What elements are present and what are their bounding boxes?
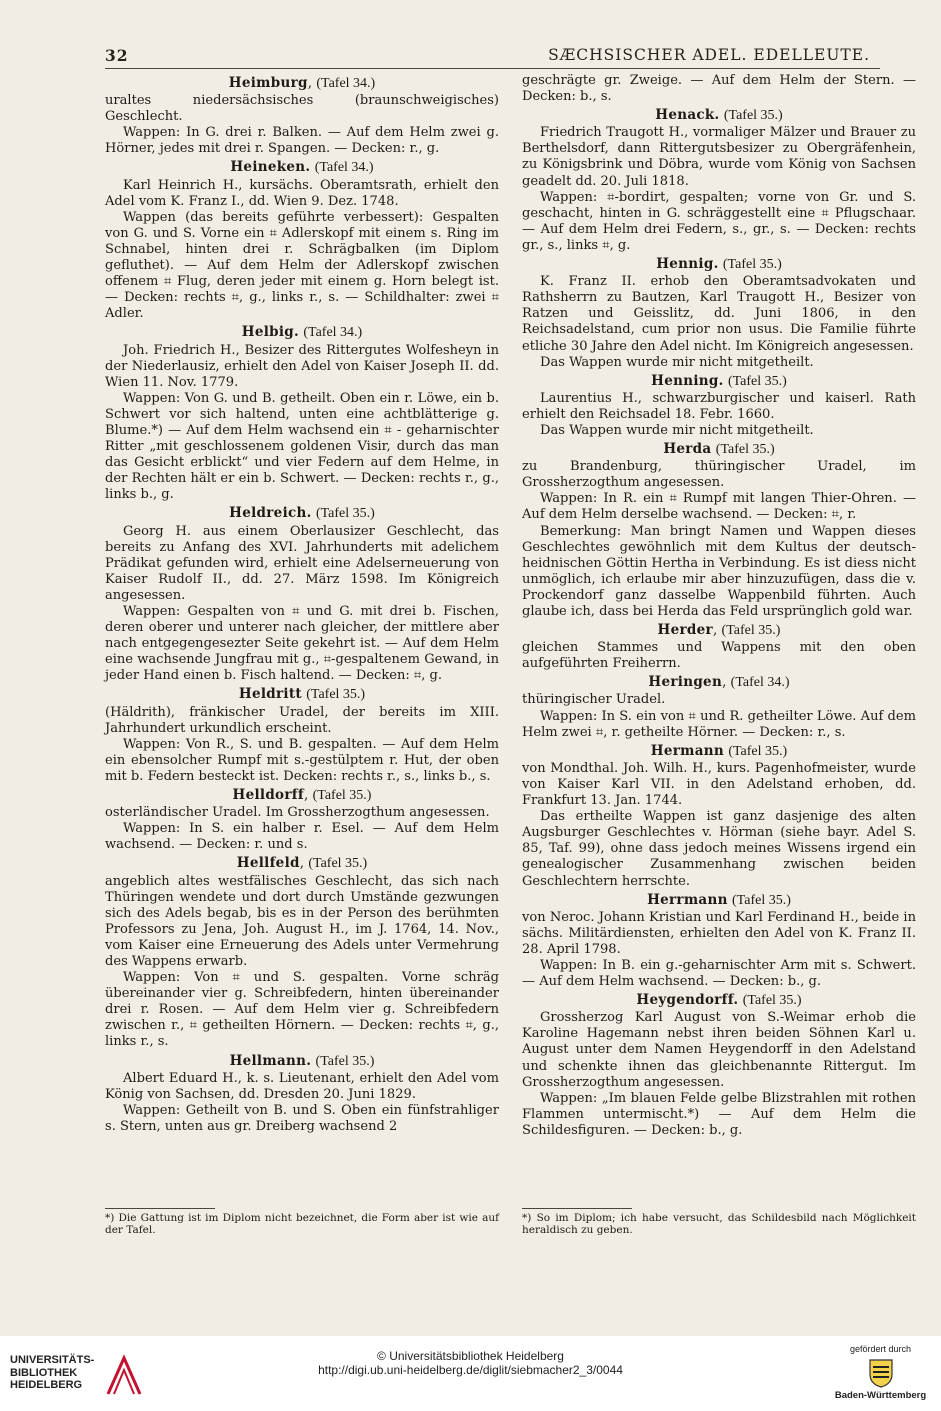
entry-heading xyxy=(105,75,499,92)
family-name: Hermann xyxy=(650,742,725,759)
footer-bar xyxy=(0,1336,941,1411)
entry-paragraph: thüringischer Uradel. xyxy=(522,692,666,708)
entry-heading xyxy=(105,1053,499,1070)
entry-paragraph: gleichen Stammes und Wappens mit den oben aufgeführten Freiherrn. xyxy=(522,640,916,672)
footnote-left: *) Die Gattung ist im Diplom nicht bezeichnet, die Form aber ist wie auf der Tafel. xyxy=(105,1212,499,1236)
left-column xyxy=(105,73,499,1135)
footnote-rule xyxy=(522,1208,632,1209)
entry-heading xyxy=(105,855,499,872)
plate-reference: (Tafel 35.) xyxy=(728,743,788,759)
sponsor-name: Baden-Württemberg xyxy=(834,1390,927,1401)
entry-paragraph: Wappen: „Im blauen Felde gelbe Blizstrahlen mit rothen Flammen untermischt.*) — Auf dem Helm die Schildesfiguren. — Decken: b., g. xyxy=(522,1090,916,1138)
entry-paragraph: von Neroc. Johann Kristian und Karl Ferdinand H., beide in sächs. Militärdiensten, erhielten den Adel von K. Franz II. 28. April 1798. xyxy=(522,909,916,957)
entry-heading xyxy=(105,505,499,522)
entry-paragraph: Das ertheilte Wappen ist ganz dasjenige des alten Augsburger Geschlechtes v. Hörman (siehe bayr. Adel S. 85, Taf. 99), ohne dass jedoch meines Wissens irgend ein genealogischer Zusammenhang zwischen beiden Geschlechtern herrschte. xyxy=(522,809,916,889)
plate-reference: (Tafel 35.) xyxy=(312,788,372,804)
plate-reference: (Tafel 35.) xyxy=(715,442,775,458)
heading-separator: , xyxy=(304,787,313,804)
plate-reference: (Tafel 35.) xyxy=(742,993,802,1009)
credit xyxy=(0,1350,941,1377)
entry-paragraph: Wappen: In S. ein halber r. Esel. — Auf dem Helm wachsend. — Decken: r. und s. xyxy=(105,821,499,853)
source-url[interactable]: http://digi.ub.uni-heidelberg.de/diglit/siebmacher2_3/0044 xyxy=(318,1362,623,1377)
entry-heading xyxy=(522,622,916,639)
plate-reference: (Tafel 35.) xyxy=(723,108,783,124)
entry-paragraph: Wappen: In B. ein g.-geharnischter Arm mit s. Schwert. — Auf dem Helm wachsend. — Decken: b., g. xyxy=(522,957,916,990)
entry-paragraph: Georg H. aus einem Oberlausizer Geschlecht, das bereits zu Anfang des XVI. Jahrhunderts mit adelichem Prädikat gefunden wird, erhielt eine Adelserneuerung von Kaiser Rudolf II., dd. 27. März 1598. Im Königreich angesessen. xyxy=(105,523,499,603)
plate-reference: (Tafel 35.) xyxy=(315,506,375,522)
heading-separator: , xyxy=(712,622,722,639)
family-name: Heygendorff. xyxy=(636,992,739,1009)
logo-line: UNIVERSITÄTS- xyxy=(10,1354,95,1366)
family-name: Helldorff xyxy=(232,787,304,804)
entry-paragraph: Wappen: In G. drei r. Balken. — Auf dem Helm zwei g. Hörner, jedes mit drei r. Spangen. — Decken: r., g. xyxy=(105,125,499,157)
family-name: Heineken. xyxy=(230,159,311,176)
entry-paragraph: Albert Eduard H., k. s. Lieutenant, erhielt den Adel vom König von Sachsen, dd. Dresden 20. Juni 1829. xyxy=(105,1070,499,1102)
footnote-right: *) So im Diplom; ich habe versucht, das Schildesbild nach Möglichkeit heraldisch zu geben. xyxy=(522,1212,916,1236)
entry-paragraph: Wappen: Von R., S. und B. gespalten. — Auf dem Helm ein ebensolcher Rumpf mit s.-gestülptem r. Hut, der oben mit b. Federn besteckt ist. Decken: rechts r., s., links b., s. xyxy=(105,736,499,784)
plate-reference: (Tafel 34.) xyxy=(730,675,790,691)
footnote-rule xyxy=(105,1208,215,1209)
entry-paragraph: von Mondthal. Joh. Wilh. H., kurs. Pagenhofmeister, wurde von Kaiser Karl VII. in den Adelstand erhoben, dd. Frankfurt 13. Jan. 1744. xyxy=(522,760,916,809)
page-number: 32 xyxy=(105,46,129,65)
entry-paragraph: uraltes niedersächsisches (braunschweigisches) Geschlecht. xyxy=(105,93,499,125)
family-name: Hennig. xyxy=(656,256,719,273)
sponsor xyxy=(828,1344,933,1401)
plate-reference: (Tafel 34.) xyxy=(314,160,374,176)
entry-heading xyxy=(522,256,916,273)
entry-heading xyxy=(522,674,916,691)
entry-heading xyxy=(105,324,499,341)
family-name: Heldritt xyxy=(238,686,302,703)
plate-reference: (Tafel 35.) xyxy=(315,1053,375,1069)
entry-paragraph: Karl Heinrich H., kursächs. Oberamtsrath, erhielt den Adel vom K. Franz I., dd. Wien 9. Dez. 1748. xyxy=(105,177,499,209)
entry-paragraph: Wappen: ⌗-bordirt, gespalten; vorne von Gr. und S. geschacht, hinten in G. schräggestellt eine ⌗ Pflugschaar. — Auf dem Helm drei Federn, s., gr., s. — Decken: rechts gr., s., links ⌗, g. xyxy=(522,189,916,253)
family-name: Henning. xyxy=(651,372,724,389)
entry-paragraph: Wappen (das bereits geführte verbessert): Gespalten von G. und S. Vorne ein ⌗ Adlerskopf mit einem s. Ring im Schnabel, hinten drei r. Schrägbalken (im Diplom gefluthet). — Auf dem Helm der Adlerskopf zwischen offenem ⌗ Flug, deren jeder mit einem g. Horn belegt ist. — Decken: rechts ⌗, g., links r., s. — Schildhalter: zwei ⌗ Adler. xyxy=(105,209,499,322)
heading-separator: , xyxy=(299,855,309,872)
plate-reference: (Tafel 35.) xyxy=(727,373,787,389)
logo-line: BIBLIOTHEK xyxy=(10,1366,78,1379)
entry-heading xyxy=(522,107,916,124)
entry-paragraph: Wappen: Von ⌗ und S. gespalten. Vorne schräg übereinander vier g. Schreibfedern, hinten übereinander drei r. Rosen. — Auf dem Helm vier g. Schreibfedern zwischen r., ⌗ getheilten Hörnern. — Decken: rechts ⌗, g., links r., s. xyxy=(105,970,499,1050)
sponsor-label: gefördert durch xyxy=(849,1344,912,1354)
plate-reference: (Tafel 35.) xyxy=(306,687,366,703)
entry-paragraph: Wappen: In S. ein von ⌗ und R. getheilter Löwe. Auf dem Helm zwei ⌗, r. getheilte Hörner. — Decken: r., s. xyxy=(522,708,916,740)
entry-heading xyxy=(105,159,499,176)
family-name: Herder xyxy=(657,622,713,639)
family-name: Hellfeld xyxy=(236,855,300,872)
entry-heading xyxy=(522,441,916,458)
entry-heading xyxy=(105,686,499,703)
family-name: Hellmann. xyxy=(229,1052,312,1069)
entry-paragraph: Wappen: Von G. und B. getheilt. Oben ein r. Löwe, ein b. Schwert vor sich haltend, unten eine achtblätterige g. Blume.*) — Auf dem Helm wachsend ein ⌗ - geharnischter Ritter „mit geschlossenem goldenen Visir, durch das man das Gesicht erblickt“ und vier Federn auf dem Helme, in der Rechten hält er ein b. Schwert. — Decken: rechts r., g., links b., g. xyxy=(105,390,499,503)
family-name: Heringen xyxy=(648,674,723,691)
entry-heading xyxy=(522,743,916,760)
entry-heading xyxy=(522,992,916,1009)
entry-paragraph: Wappen: In R. ein ⌗ Rumpf mit langen Thier-Ohren. — Auf dem Helm derselbe wachsend. — Decken: ⌗, r. xyxy=(522,491,916,523)
family-name: Heimburg xyxy=(228,75,308,91)
family-name: Henack. xyxy=(655,107,720,124)
entry-paragraph: Grossherzog Karl August von S.-Weimar erhob die Karoline Hagemann nebst ihren beiden Söhnen Karl u. August unter dem Namen Heygendorff in den Adelstand und schenkte ihnen das gleichbenannte Rittergut. Im Grossherzogthum angesessen. xyxy=(522,1010,916,1090)
entry-paragraph: K. Franz II. erhob den Oberamtsadvokaten und Rathsherrn zu Bautzen, Karl Traugott H., Besizer von Ratzen und Geisslitz, dd. Juni 1806, in den Reichsadelstand, cum prior non usus. Die Familie führte etliche 30 Jahre den Adel nicht. Im Königreich angesessen. xyxy=(522,274,916,354)
heading-separator: , xyxy=(307,75,317,91)
crest-icon xyxy=(868,1358,894,1388)
plate-reference: (Tafel 35.) xyxy=(722,257,782,273)
plate-reference: (Tafel 35.) xyxy=(308,856,368,872)
entry-paragraph: Wappen: Getheilt von B. und S. Oben ein fünfstrahliger s. Stern, unten aus gr. Dreiberg wachsend 2 xyxy=(105,1102,499,1134)
entry-paragraph: geschrägte gr. Zweige. — Auf dem Helm der Stern. — Decken: b., s. xyxy=(522,73,916,105)
logo-line: HEIDELBERG xyxy=(10,1379,83,1391)
entry-paragraph: (Häldrith), fränkischer Uradel, der bereits im XIII. Jahrhundert urkundlich erscheint. xyxy=(105,704,499,736)
entry-paragraph: Bemerkung: Man bringt Namen und Wappen dieses Geschlechtes gewöhnlich mit dem Kultus der deutsch-heidnischen Göttin Hertha in Verbindung. Es ist diess nicht unmöglich, ich erlaube mir aber hinzuzufügen, dass die v. Prockendorf ganz dasselbe Wappenbild führten. Auch glaube ich, dass bei Herda das Feld ursprünglich gold war. xyxy=(522,523,916,619)
plate-reference: (Tafel 35.) xyxy=(732,892,791,908)
plate-reference: (Tafel 34.) xyxy=(303,325,363,341)
entry-paragraph: Laurentius H., schwarzburgischer und kaiserl. Rath erhielt den Reichsadel 18. Febr. 1660. xyxy=(522,390,916,422)
plate-reference: (Tafel 35.) xyxy=(721,623,781,639)
entry-paragraph: zu Brandenburg, thüringischer Uradel, im Grossherzogthum angesessen. xyxy=(522,459,916,491)
entry-heading xyxy=(522,373,916,390)
entry-heading xyxy=(105,787,499,804)
entry-paragraph: Das Wappen wurde mir nicht mitgetheilt. xyxy=(540,422,814,438)
heading-separator: , xyxy=(722,674,731,691)
running-title: SÆCHSISCHER ADEL. EDELLEUTE. xyxy=(548,46,870,64)
entry-paragraph: angeblich altes westfälisches Geschlecht, das sich nach Thüringen wendete und dort durch Umstände gezwungen sich des Adels begab, bis es in der Person des berühmten Professors zu Jena, Joh. August H., im J. 1764, 14. Nov., vom Kaiser eine Erneuerung des Adels unter Vermehrung des Wappens erwarb. xyxy=(105,873,499,969)
family-name: Herda xyxy=(663,441,712,458)
copyright-text: © Universitätsbibliothek Heidelberg xyxy=(377,1349,564,1363)
entry-paragraph: Das Wappen wurde mir nicht mitgetheilt. xyxy=(540,354,814,370)
family-name: Heldreich. xyxy=(229,505,312,522)
entry-paragraph: Joh. Friedrich H., Besizer des Rittergutes Wolfesheyn in der Niederlausiz, erhielt den Adel von Kaiser Joseph II. dd. Wien 11. Nov. 1779. xyxy=(105,342,499,390)
running-head xyxy=(105,46,880,69)
right-column xyxy=(522,73,916,1139)
family-name: Helbig. xyxy=(241,324,300,341)
entry-paragraph: osterländischer Uradel. Im Grossherzogthum angesessen. xyxy=(105,805,490,821)
entry-paragraph: Wappen: Gespalten von ⌗ und G. mit drei b. Fischen, deren oberer und unterer nach gleicher, der mittlere aber nach entgegengesezter Seite gekehrt ist. — Auf dem Helm eine wachsende Jungfrau mit g., ⌗-gespaltenem Gewand, in jeder Hand einen b. Fisch haltend. — Decken: ⌗, g. xyxy=(105,604,499,684)
entry-paragraph: Friedrich Traugott H., vormaliger Mälzer und Brauer zu Berthelsdorf, dann Rittergutsbesizer zu Obergräfenhein, zu Königsbrink und Döbra, wurde vom König von Sachsen geadelt dd. 20. Juli 1818. xyxy=(522,125,916,189)
plate-reference: (Tafel 34.) xyxy=(316,76,376,91)
family-name: Herrmann xyxy=(647,891,728,908)
entry-heading xyxy=(522,892,916,909)
